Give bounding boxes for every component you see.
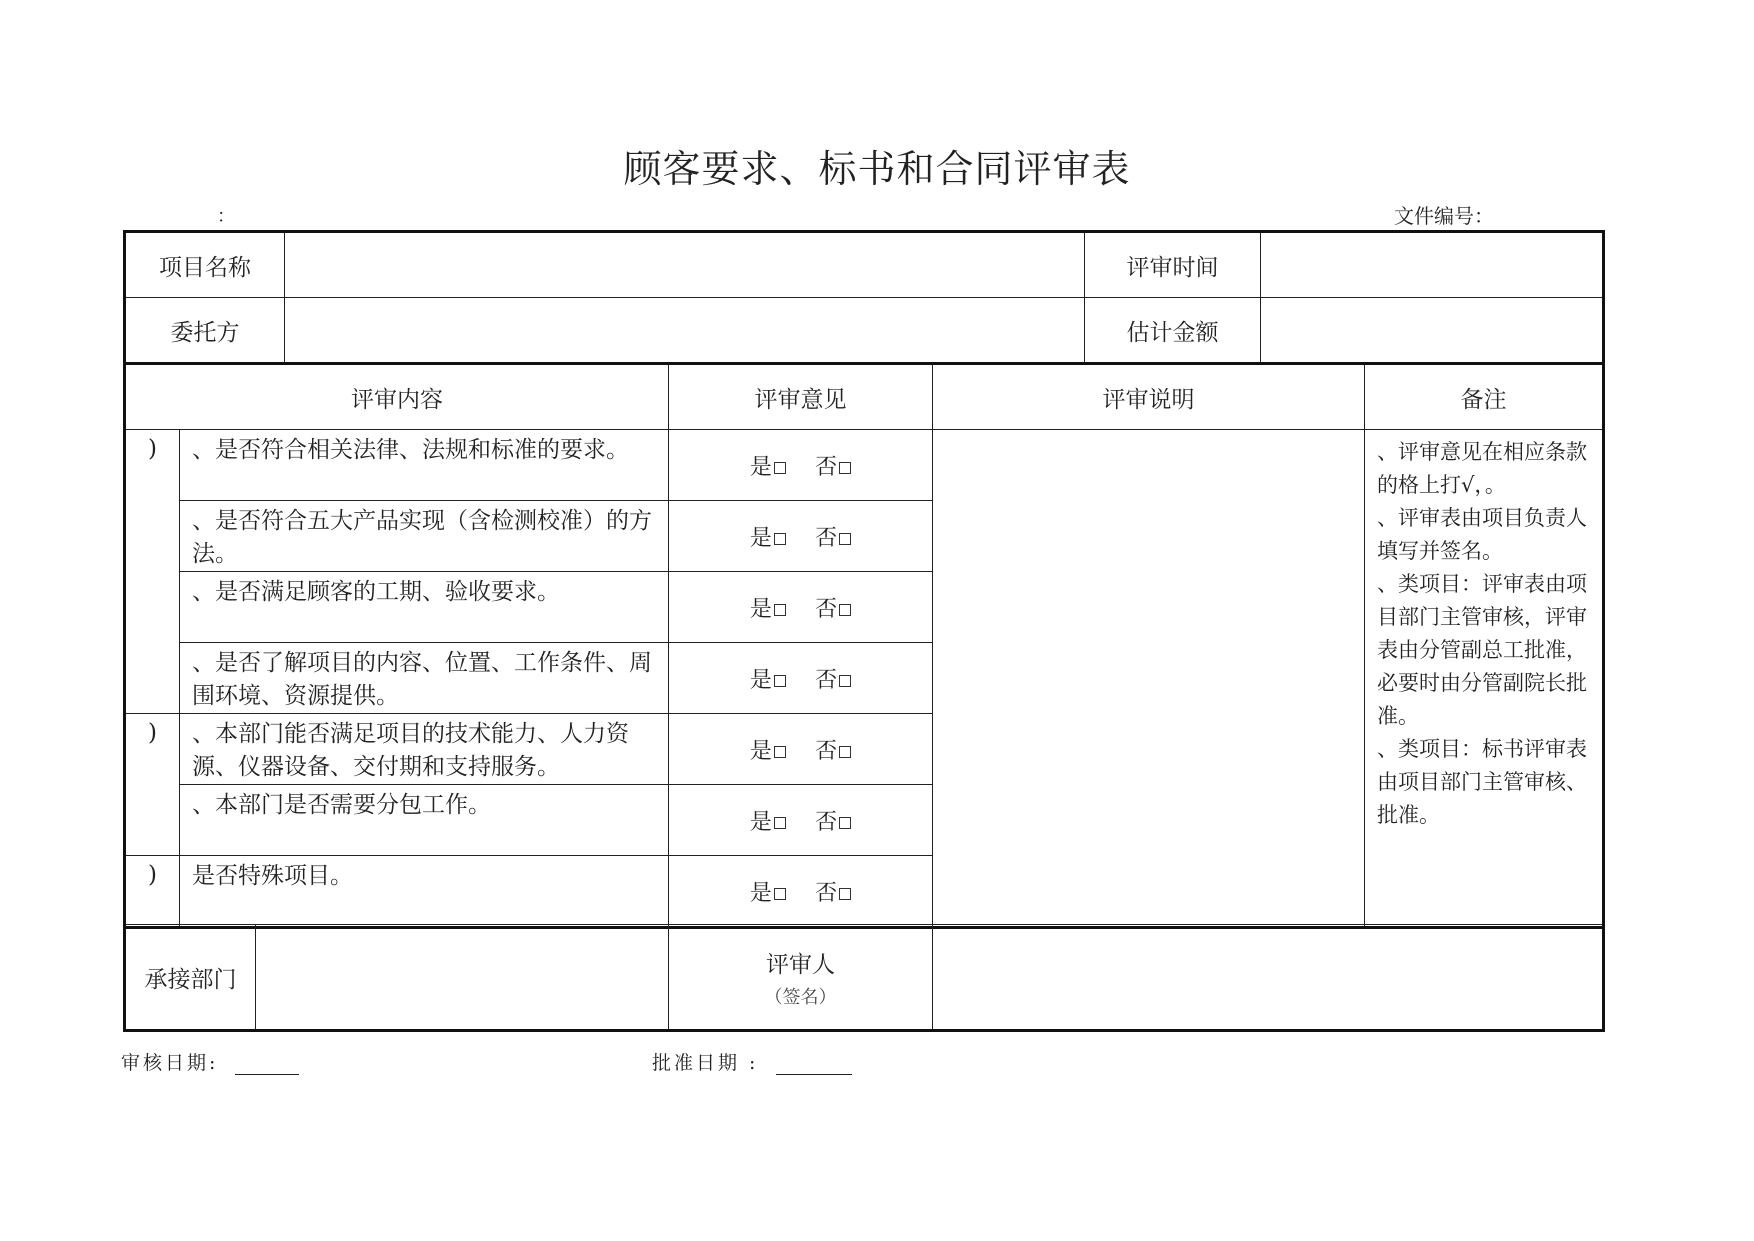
no-label: 否 — [815, 738, 838, 764]
approve-date-field[interactable] — [776, 1052, 852, 1075]
approve-date-label: 批准日期 : — [652, 1052, 759, 1074]
no-label: 否 — [815, 809, 838, 835]
remarks-notes: 、评审意见在相应条款的格上打√，。 、评审表由项目负责人填写并签名。 、类项目：评审表由项目部门主管审核，评审表由分管副总工批准，必要时由分管副院长批准。 、类项目：标书评审表由项目部门主管审核、批准。 — [1365, 430, 1604, 928]
yes-checkbox[interactable] — [774, 462, 786, 474]
audit-date — [121, 1048, 299, 1075]
yes-label: 是 — [749, 454, 772, 480]
no-checkbox[interactable] — [839, 533, 851, 545]
table-header-row — [125, 364, 1604, 430]
yes-checkbox[interactable] — [774, 817, 786, 829]
client-field[interactable] — [285, 298, 1085, 363]
no-option[interactable] — [815, 526, 851, 551]
review-time-field[interactable] — [1261, 232, 1604, 298]
yes-checkbox[interactable] — [774, 604, 786, 616]
dept-label: 承接部门 — [125, 925, 256, 1031]
audit-date-field[interactable] — [235, 1052, 299, 1075]
yes-checkbox[interactable] — [774, 533, 786, 545]
review-item: 、是否了解项目的内容、位置、工作条件、周围环境、资源提供。 — [180, 643, 669, 714]
review-time-label: 评审时间 — [1085, 232, 1261, 298]
signature-table — [123, 924, 1605, 1032]
yes-option[interactable] — [750, 597, 786, 622]
no-label: 否 — [815, 667, 838, 693]
no-label: 否 — [815, 880, 838, 906]
project-name-field[interactable] — [285, 232, 1085, 298]
opinion-cell — [669, 501, 933, 572]
yes-checkbox[interactable] — [774, 746, 786, 758]
opinion-cell — [669, 572, 933, 643]
no-checkbox[interactable] — [839, 817, 851, 829]
opinion-cell — [669, 785, 933, 856]
table-row — [125, 430, 1604, 501]
signature-label: （签名） — [764, 986, 837, 1008]
estimated-amount-field[interactable] — [1261, 298, 1604, 363]
yes-label: 是 — [749, 880, 772, 906]
yes-option[interactable] — [750, 668, 786, 693]
yes-label: 是 — [749, 738, 772, 764]
no-option[interactable] — [815, 455, 851, 480]
yes-option[interactable] — [750, 881, 786, 906]
yes-label: 是 — [749, 525, 772, 551]
project-name-label: 项目名称 — [125, 232, 285, 298]
yes-checkbox[interactable] — [774, 888, 786, 900]
review-table — [123, 362, 1605, 929]
remarks-header: 备注 — [1365, 364, 1604, 430]
no-option[interactable] — [815, 597, 851, 622]
form-title: 顾客要求、标书和合同评审表 — [623, 147, 1131, 191]
table-row — [125, 298, 1604, 363]
review-item: 、是否符合五大产品实现（含检测校准）的方法。 — [180, 501, 669, 572]
client-label: 委托方 — [125, 298, 285, 363]
group-marker: ) — [125, 856, 180, 928]
group-marker: ) — [125, 430, 180, 714]
explanation-field[interactable] — [933, 430, 1365, 928]
no-option[interactable] — [815, 881, 851, 906]
review-item: 、是否符合相关法律、法规和标准的要求。 — [180, 430, 669, 501]
review-item: 、是否满足顾客的工期、验收要求。 — [180, 572, 669, 643]
no-option[interactable] — [815, 810, 851, 835]
opinion-cell — [669, 643, 933, 714]
review-item: 、本部门能否满足项目的技术能力、人力资源、仪器设备、交付期和支持服务。 — [180, 714, 669, 785]
explanation-header: 评审说明 — [933, 364, 1365, 430]
yes-label: 是 — [749, 667, 772, 693]
no-checkbox[interactable] — [839, 462, 851, 474]
project-info-table — [123, 230, 1605, 363]
opinion-cell — [669, 714, 933, 785]
yes-option[interactable] — [750, 526, 786, 551]
no-label: 否 — [815, 525, 838, 551]
yes-checkbox[interactable] — [774, 675, 786, 687]
review-item: 、本部门是否需要分包工作。 — [180, 785, 669, 856]
opinion-header: 评审意见 — [669, 364, 933, 430]
no-label: 否 — [815, 596, 838, 622]
approve-date — [652, 1048, 852, 1075]
table-row — [125, 232, 1604, 298]
no-checkbox[interactable] — [839, 888, 851, 900]
yes-option[interactable] — [750, 739, 786, 764]
estimated-amount-label: 估计金额 — [1085, 298, 1261, 363]
no-checkbox[interactable] — [839, 675, 851, 687]
audit-date-label: 审核日期: — [121, 1052, 219, 1074]
reviewer-label: 评审人 — [766, 951, 835, 978]
no-option[interactable] — [815, 739, 851, 764]
yes-option[interactable] — [750, 455, 786, 480]
yes-option[interactable] — [750, 810, 786, 835]
no-label: 否 — [815, 454, 838, 480]
review-item: 是否特殊项目。 — [180, 856, 669, 928]
content-header: 评审内容 — [125, 364, 669, 430]
no-option[interactable] — [815, 668, 851, 693]
opinion-cell — [669, 856, 933, 928]
header-colon: ： — [217, 206, 235, 227]
table-row — [125, 925, 1604, 1031]
reviewer-cell — [669, 925, 933, 1031]
reviewer-signature-field[interactable] — [933, 925, 1604, 1031]
yes-label: 是 — [749, 596, 772, 622]
no-checkbox[interactable] — [839, 604, 851, 616]
yes-label: 是 — [749, 809, 772, 835]
no-checkbox[interactable] — [839, 746, 851, 758]
file-number-label: 文件编号： — [1394, 204, 1494, 228]
opinion-cell — [669, 430, 933, 501]
dept-field[interactable] — [256, 925, 669, 1031]
group-marker: ) — [125, 714, 180, 856]
